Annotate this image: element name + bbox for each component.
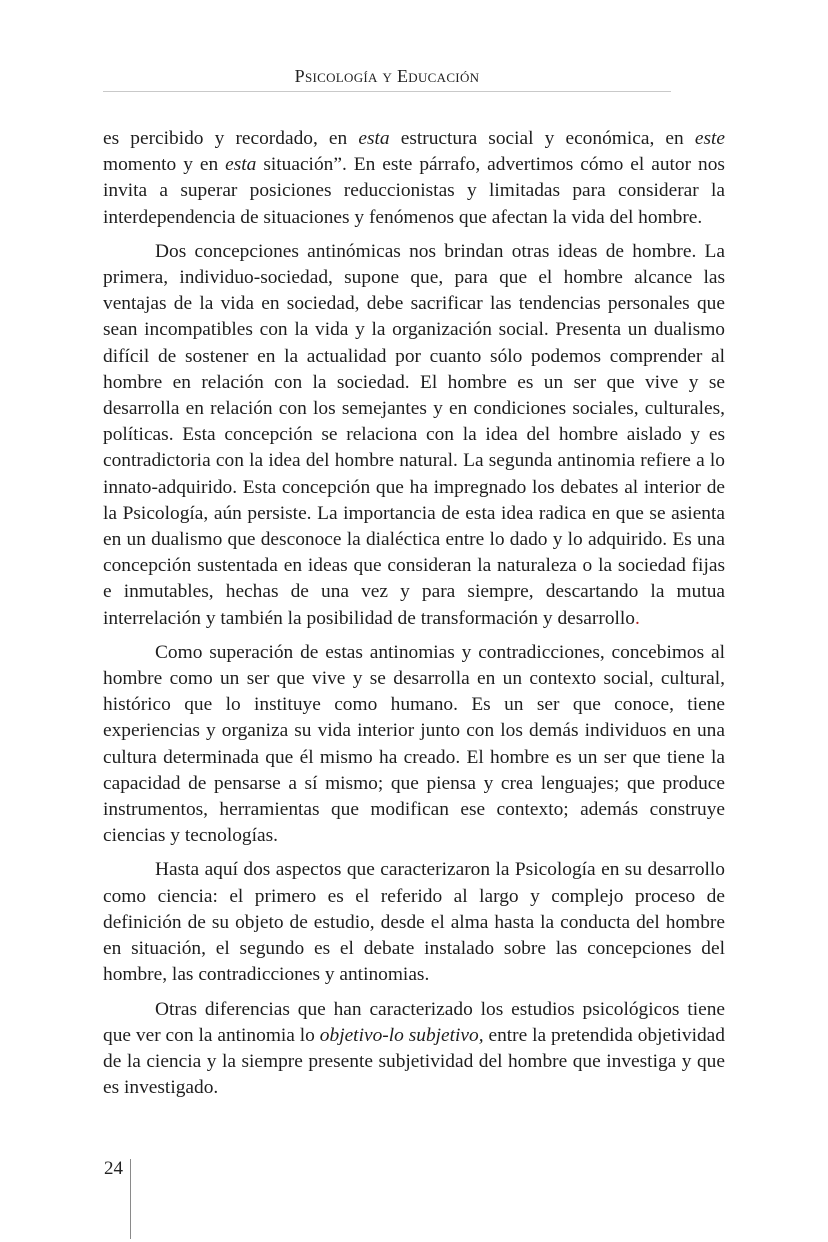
text-span: Hasta aquí dos aspectos que caracterizaron la Psicología en su desarrollo como ciencia: el primero es el referido al largo y complejo proceso de definición de su objeto de estudio, desde el alma hasta la conducta del hombre en situación, el segundo es el debate instalado sobre las concepciones del hombre, las contradicciones y antinomias. [103,859,725,986]
text-span: es percibido y recordado, en [103,128,359,149]
text-span: entre la pretendida objetividad de la ciencia y la siempre presente subjetividad del hombre que investiga y que es investigado. [103,1024,725,1099]
paragraph-5 [103,997,725,1102]
italic-span: esta [225,154,257,176]
header-divider [103,91,671,92]
accent-period: . [635,607,640,629]
body-text [103,126,725,1109]
running-header: Psicología y Educación [294,66,480,86]
paragraph-2 [103,239,725,632]
text-span: estructura social y económica, en [389,128,695,149]
paragraph-3 [103,640,725,850]
paragraph-1 [103,126,725,231]
italic-span: objetivo-lo subjetivo, [319,1024,484,1046]
italic-span: esta [358,128,390,149]
footer-vertical-rule [130,1159,131,1239]
text-span: momento y en [103,154,226,176]
text-span: Como superación de estas antinomias y contradicciones, concebimos al hombre como un ser que vive y se desarrolla en un contexto social, cultural, histórico que lo instituye como humano. Es un ser que conoce, tiene experiencias y organiza su vida interior junto con los demás individuos en una cultura determinada que él mismo ha creado. El hombre es un ser que tiene la capacidad de pensarse a sí mismo; que piensa y crea lenguajes; que produce instrumentos, herramientas que modifican ese contexto; además construye ciencias y tecnologías. [103,641,725,847]
text-span: situación”. En este párrafo, advertimos cómo el autor nos invita a superar posiciones reduccionistas y limitadas para considerar la interdependencia de situaciones y fenómenos que afectan la vida del hombre. [103,154,725,228]
page-number: 24 [104,1158,123,1179]
text-span: Dos concepciones antinómicas nos brindan otras ideas de hombre. La primera, individuo-sociedad, supone que, para que el hombre alcance las ventajas de la vida en sociedad, debe sacrificar las tendencias personales que sean incompatibles con la vida y la organización social. Presenta un dualismo difícil de sostener en la actualidad por cuanto sólo podemos comprender al hombre en relación con la sociedad. El hombre es un ser que vive y se desarrolla en relación con los semejantes y en condiciones sociales, culturales, políticas. Esta concepción se relaciona con la idea del hombre aislado y es contradictoria con la idea del hombre natural. La segunda antinomia refiere a lo innato-adquirido. Esta concepción que ha impregnado los debates al interior de la Psicología, aún persiste. La importancia de esta idea radica en que se asienta en un dualismo que desconoce la dialéctica entre lo dado y lo adquirido. Es una concepción sustentada en ideas que consideran la naturaleza o la sociedad fijas e inmutables, hechas de una vez y para siempre, descartando la mutua interrelación y también la posibilidad de transformación y desarrollo [103,240,725,629]
text-span: Otras diferencias que han caracterizado los estudios psicológicos tiene que ver con la antinomia lo [103,998,725,1046]
paragraph-4 [103,857,725,988]
italic-span: este [694,128,725,149]
